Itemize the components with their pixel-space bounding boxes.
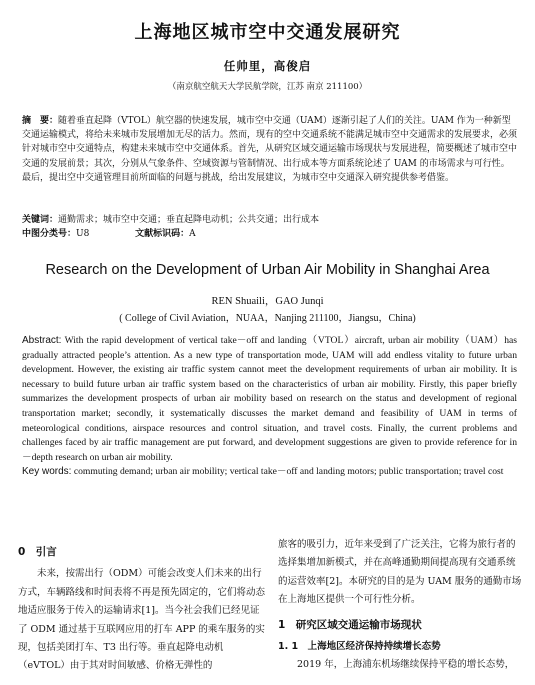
abstract-cn — [22, 114, 517, 185]
clc-value: U8 — [76, 229, 90, 239]
subsection-paragraph: 2019 年，上海浦东机场继续保持平稳的增长态势， — [297, 659, 515, 671]
abstract-cn-label: 摘 要： — [22, 116, 59, 126]
intro-paragraph-continued: 旅客的吸引力，近年来受到了广泛关注，它将为旅行者的选择集增加新模式，并在高峰通勤期间提高现有交通系统的运营效率[2]。本研究的目的是为 UAM 服务的通勤市场在上海地区提供一个可行性分析。 — [278, 539, 522, 606]
keywords-cn-block — [22, 213, 517, 241]
keywords-en — [22, 465, 517, 480]
intro-paragraph: 未来，按需出行（ODM）可能会改变人们未来的出行方式，车辆路线和时间表将不再是预先固定的，它们将动态地适应服务于传入的运输请求[1]。当今社会我们已经见证了 ODM 通过基于互联网应用的打车 APP 的乘车服务的实现，包括美团打车、T3 出行等。垂直起降电动机（eVTOL）由于其对时间敏感、价格无弹性的 — [18, 568, 266, 672]
authors-en: REN Shuaili，GAO Junqi — [211, 296, 324, 307]
subsection-heading-economy: 1. 1 上海地区经济保持持续增长态势 — [278, 641, 441, 653]
keywords-cn — [22, 213, 517, 227]
affiliation-cn: （南京航空航天大学民航学院，江苏 南京 211100） — [167, 82, 368, 92]
abstract-en — [22, 334, 517, 480]
section-heading-intro: 0 引言 — [18, 546, 57, 558]
clc-label: 中图分类号： — [22, 229, 77, 239]
keywords-en-text: commuting demand; urban air mobility; vertical take－off and landing motors; public transportation; travel cost — [73, 466, 504, 478]
authors-cn: 任帅里，高俊启 — [223, 59, 312, 73]
abstract-en-text: With the rapid development of vertical take－off and landing（VTOL）aircraft, urban air mobility（UAM）has gradually attracted people’s attention. As a new type of transportation mode, UAM will add endless vitality to future urban development. However, the existing air traffic system cannot meet the development requirements of urban air mobility. It is necessary to build future urban air traffic system based on the characteristics of urban air mobility. Firstly, this paper briefly summarizes the development prospects of urban air mobility based on research on the status and development of regional transportation market; secondly, it systematically discusses the market demand and feasibility of UAM in terms of meteorological conditions, airspace resources and control situation, and travel costs. Finally, the current problems and challenges faced by air traffic management are put forward, and development suggestions are given to provide reference for in－depth research on urban air mobility. — [22, 335, 517, 463]
section-heading-market: 1 研究区域交通运输市场现状 — [278, 618, 422, 631]
classification-line — [22, 227, 517, 241]
doc-code-label: 文献标识码： — [135, 229, 190, 239]
keywords-cn-text: 通勤需求；城市空中交通；垂直起降电动机；公共交通；出行成本 — [58, 215, 320, 225]
abstract-en-label: Abstract: — [22, 335, 62, 346]
body-column-left — [18, 543, 265, 676]
keywords-cn-label: 关键词： — [22, 215, 59, 225]
abstract-cn-text: 随着垂直起降（VTOL）航空器的快速发展，城市空中交通（UAM）逐渐引起了人们的关注。UAM 作为一种新型交通运输模式，将给未来城市发展增加无尽的活力。然而，现有的空中交通系统不能满足城市空中交通需求的发展要求，必须针对城市空中交通特点，构建未来城市空中交通体系。首先，从研究区域交通运输市场现状与发展进程，简要概述了城市空中交通的发展前景；其次，分别从气象条件、空域资源与管制情况、出行成本等方面系统论述了 UAM 的市场需求与可行性。最后，提出空中交通管理目前所面临的问题与挑战，给出发展建议，为城市空中交通深入研究提供参考借鉴。 — [22, 116, 518, 183]
paper-title-cn: 上海地区城市空中交通发展研究 — [134, 22, 401, 43]
body-column-right — [278, 536, 523, 675]
paper-title-en: Research on the Development of Urban Air Mobility in Shanghai Area — [45, 262, 490, 278]
keywords-en-label: Key words: — [22, 466, 72, 478]
doc-code-value: A — [189, 229, 196, 239]
affiliation-en: ( College of Civil Aviation，NUAA，Nanjing 211100，Jiangsu，China) — [119, 313, 416, 324]
